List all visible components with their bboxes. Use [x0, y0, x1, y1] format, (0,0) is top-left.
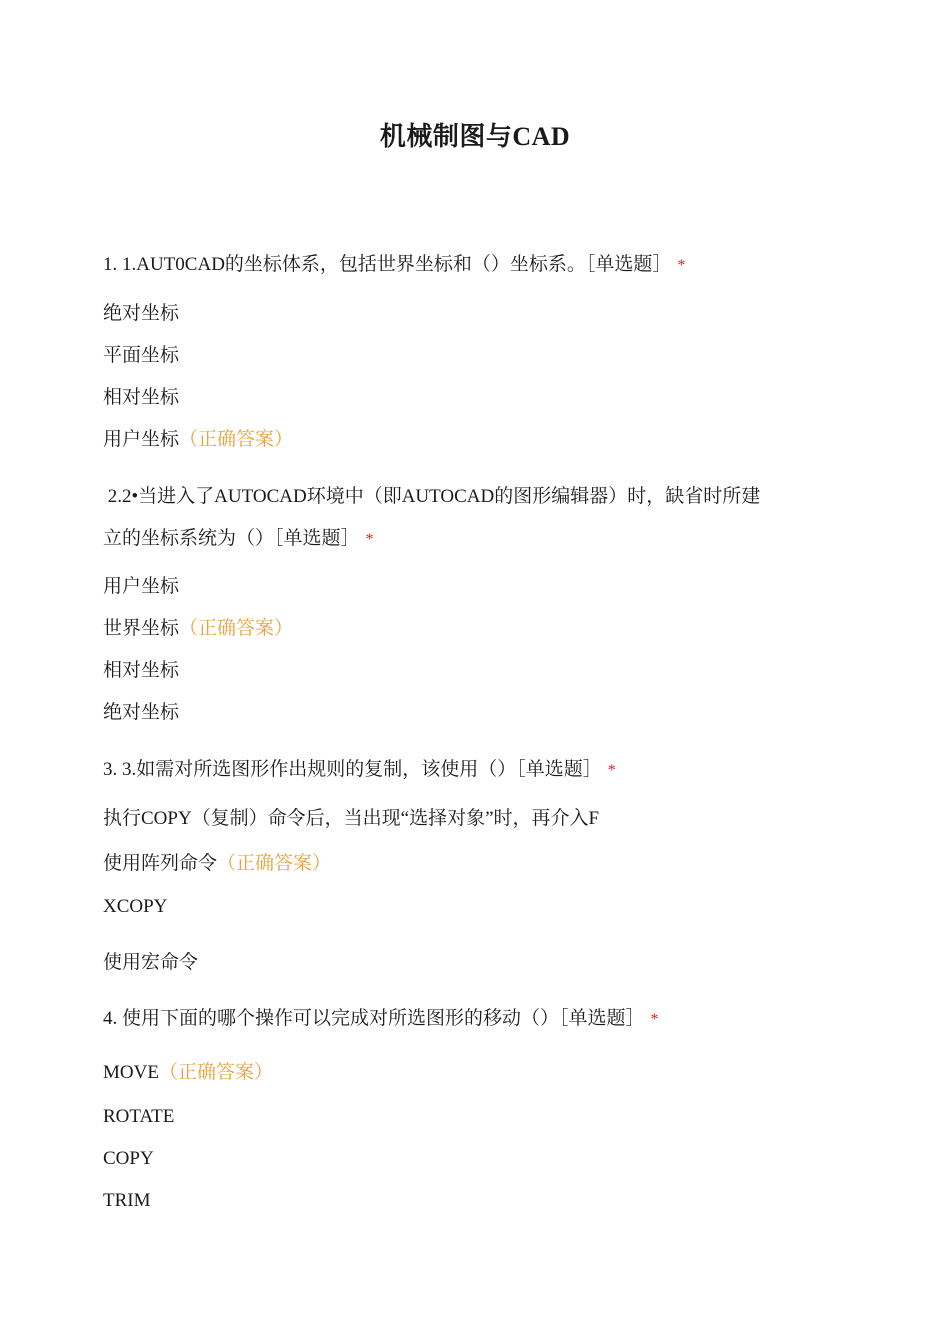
- option-text: 绝对坐标: [103, 702, 180, 723]
- question-1-option-c[interactable]: [103, 386, 179, 410]
- option-text: 平面坐标: [103, 345, 180, 366]
- option-text: 使用阵列命令: [103, 853, 218, 874]
- option-text: 世界坐标: [103, 618, 180, 639]
- option-text: TRIM: [103, 1190, 151, 1211]
- question-1-text: [103, 253, 685, 278]
- question-4-stem: 4. 使用下面的哪个操作可以完成对所选图形的移动（）［单选题］: [103, 1008, 645, 1029]
- question-3-option-c[interactable]: [103, 895, 167, 919]
- option-text: ROTATE: [103, 1106, 175, 1127]
- required-mark: *: [607, 762, 616, 779]
- question-2-stem-cont: 立的坐标系统为（）［单选题］: [103, 528, 360, 549]
- question-2-text-line-1: [103, 485, 760, 509]
- option-text: 用户坐标: [103, 576, 180, 597]
- required-mark: *: [650, 1011, 659, 1028]
- question-4-option-d[interactable]: [103, 1189, 151, 1213]
- option-text: XCOPY: [103, 896, 168, 917]
- question-4-option-a[interactable]: [103, 1061, 273, 1085]
- option-text: COPY: [103, 1148, 154, 1169]
- option-text: 绝对坐标: [103, 303, 180, 324]
- correct-answer-label: （正确答案）: [217, 853, 332, 874]
- correct-answer-label: （正确答案）: [158, 1062, 273, 1083]
- correct-answer-label: （正确答案）: [179, 618, 294, 639]
- question-3-option-a[interactable]: [103, 807, 599, 831]
- required-mark: *: [677, 257, 686, 274]
- question-1-stem: 1. 1.AUT0CAD的坐标体系，包括世界坐标和（）坐标系。［单选题］: [103, 254, 672, 275]
- document-title: 机械制图与CAD: [379, 122, 571, 151]
- question-3-text: [103, 758, 616, 783]
- option-text: MOVE: [103, 1062, 159, 1083]
- option-text: 相对坐标: [103, 387, 180, 408]
- question-1-option-b[interactable]: [103, 344, 179, 368]
- option-text: 执行COPY（复制）命令后，当出现“选择对象”时，再介入F: [103, 808, 600, 829]
- question-2-option-d[interactable]: [103, 701, 179, 725]
- question-3-option-d[interactable]: [103, 951, 198, 975]
- question-2-stem: 2.2•当进入了AUTOCAD环境中（即AUTOCAD的图形编辑器）时，缺省时所建: [103, 486, 761, 507]
- question-4-option-c[interactable]: [103, 1147, 154, 1171]
- question-2-option-b[interactable]: [103, 617, 293, 641]
- required-mark: *: [365, 531, 374, 548]
- option-text: 使用宏命令: [103, 952, 199, 973]
- question-1-option-a[interactable]: [103, 302, 179, 326]
- question-1-option-d[interactable]: [103, 428, 293, 452]
- question-2-option-c[interactable]: [103, 659, 179, 683]
- correct-answer-label: （正确答案）: [179, 429, 294, 450]
- option-text: 相对坐标: [103, 660, 180, 681]
- question-4-option-b[interactable]: [103, 1105, 174, 1129]
- question-4-text: [103, 1007, 659, 1032]
- question-3-option-b[interactable]: [103, 852, 331, 876]
- question-3-stem: 3. 3.如需对所选图形作出规则的复制，该使用（）［单选题］: [103, 759, 602, 780]
- question-2-option-a[interactable]: [103, 575, 179, 599]
- option-text: 用户坐标: [103, 429, 180, 450]
- question-2-text-line-2: [103, 527, 374, 552]
